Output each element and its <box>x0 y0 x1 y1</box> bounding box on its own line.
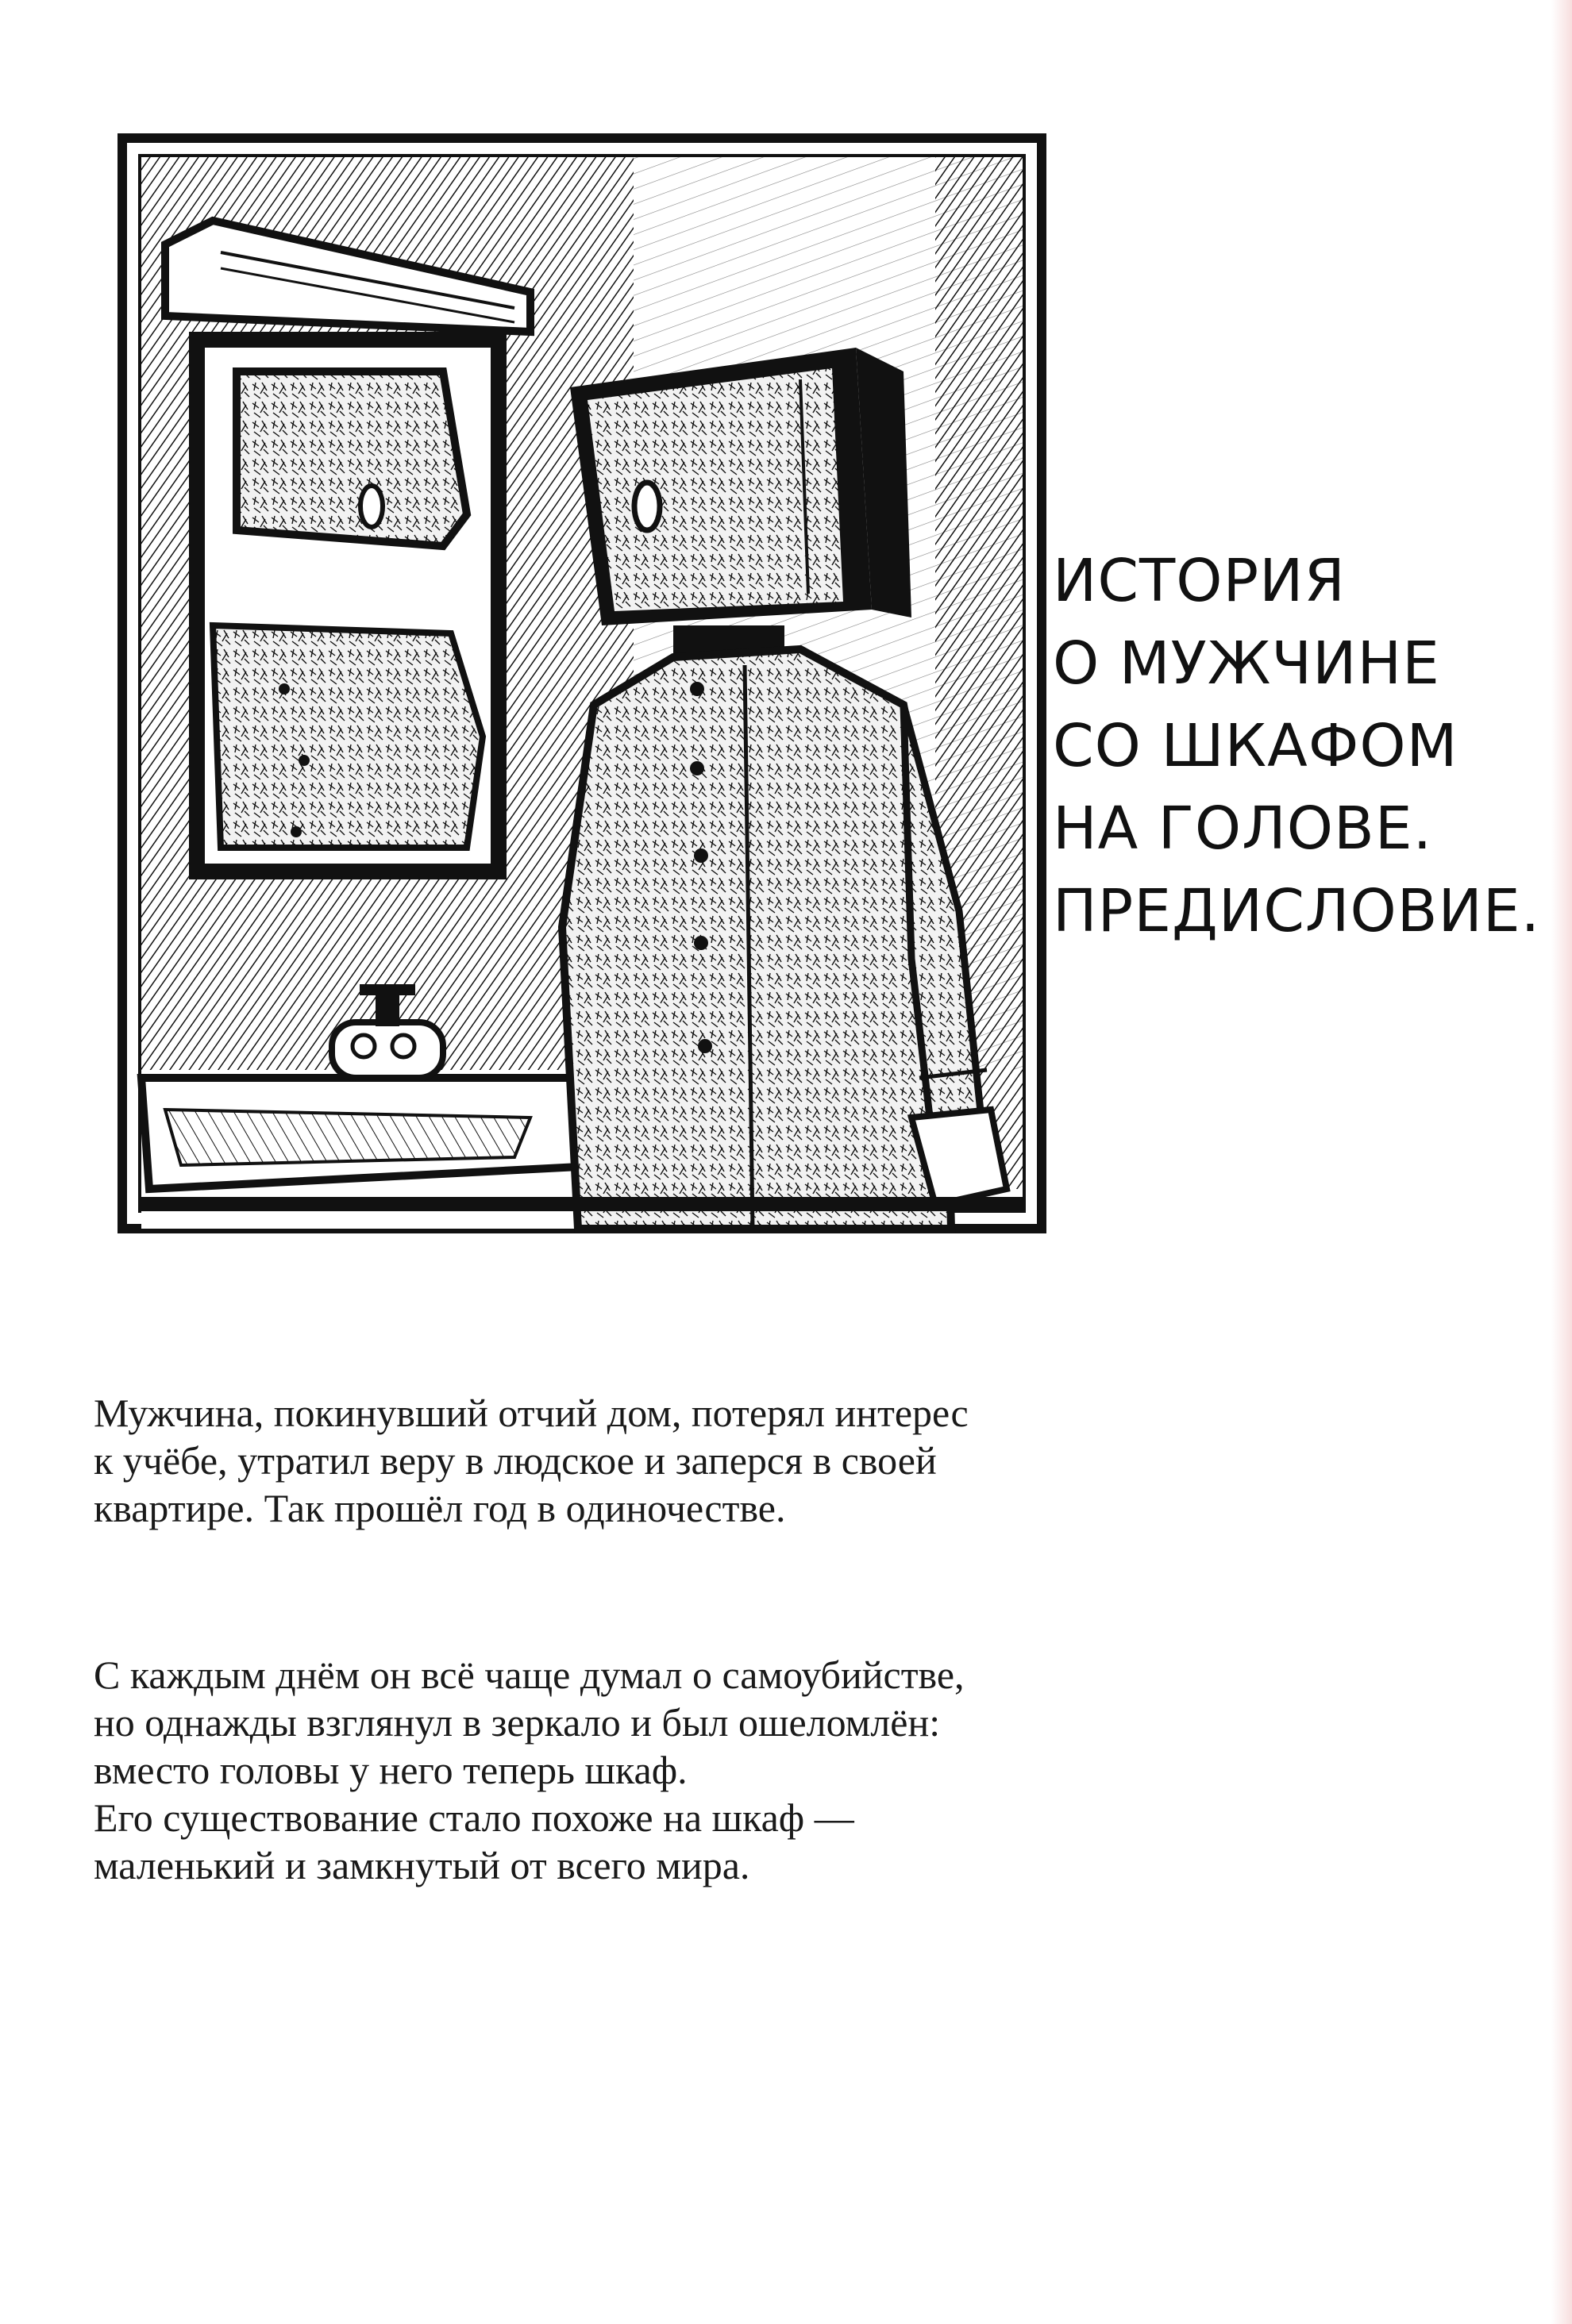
paragraph-line: Его существование стало похоже на шкаф — <box>94 1795 854 1840</box>
paragraph-line: С каждым днём он всё чаще думал о самоубийстве, <box>94 1653 965 1697</box>
title-line: ПРЕДИСЛОВИЕ. <box>1053 877 1541 945</box>
chapter-title <box>1053 540 1540 952</box>
title-line: СО ШКАФОМ <box>1053 712 1458 780</box>
paragraph-line: квартире. Так прошёл год в одиночестве. <box>94 1486 786 1530</box>
title-line: НА ГОЛОВЕ. <box>1053 795 1433 863</box>
preface-paragraph-2 <box>94 1651 1443 1889</box>
paragraph-line: Мужчина, покинувший отчий дом, потерял интерес <box>94 1391 969 1435</box>
man-with-cabinet-head-illustration <box>118 133 1046 1233</box>
paragraph-line: вместо головы у него теперь шкаф. <box>94 1748 688 1792</box>
paragraph-line: маленький и замкнутый от всего мира. <box>94 1843 750 1887</box>
title-line: О МУЖЧИНЕ <box>1053 629 1440 698</box>
paragraph-line: к учёбе, утратил веру в людское и заперся в своей <box>94 1438 937 1483</box>
paragraph-line: но однажды взглянул в зеркало и был ошеломлён: <box>94 1700 941 1745</box>
page-edge-tint <box>1551 0 1572 2324</box>
woodcut-illustration-panel <box>118 133 1046 1233</box>
preface-paragraph-1 <box>94 1389 1443 1532</box>
title-line: ИСТОРИЯ <box>1053 547 1346 615</box>
